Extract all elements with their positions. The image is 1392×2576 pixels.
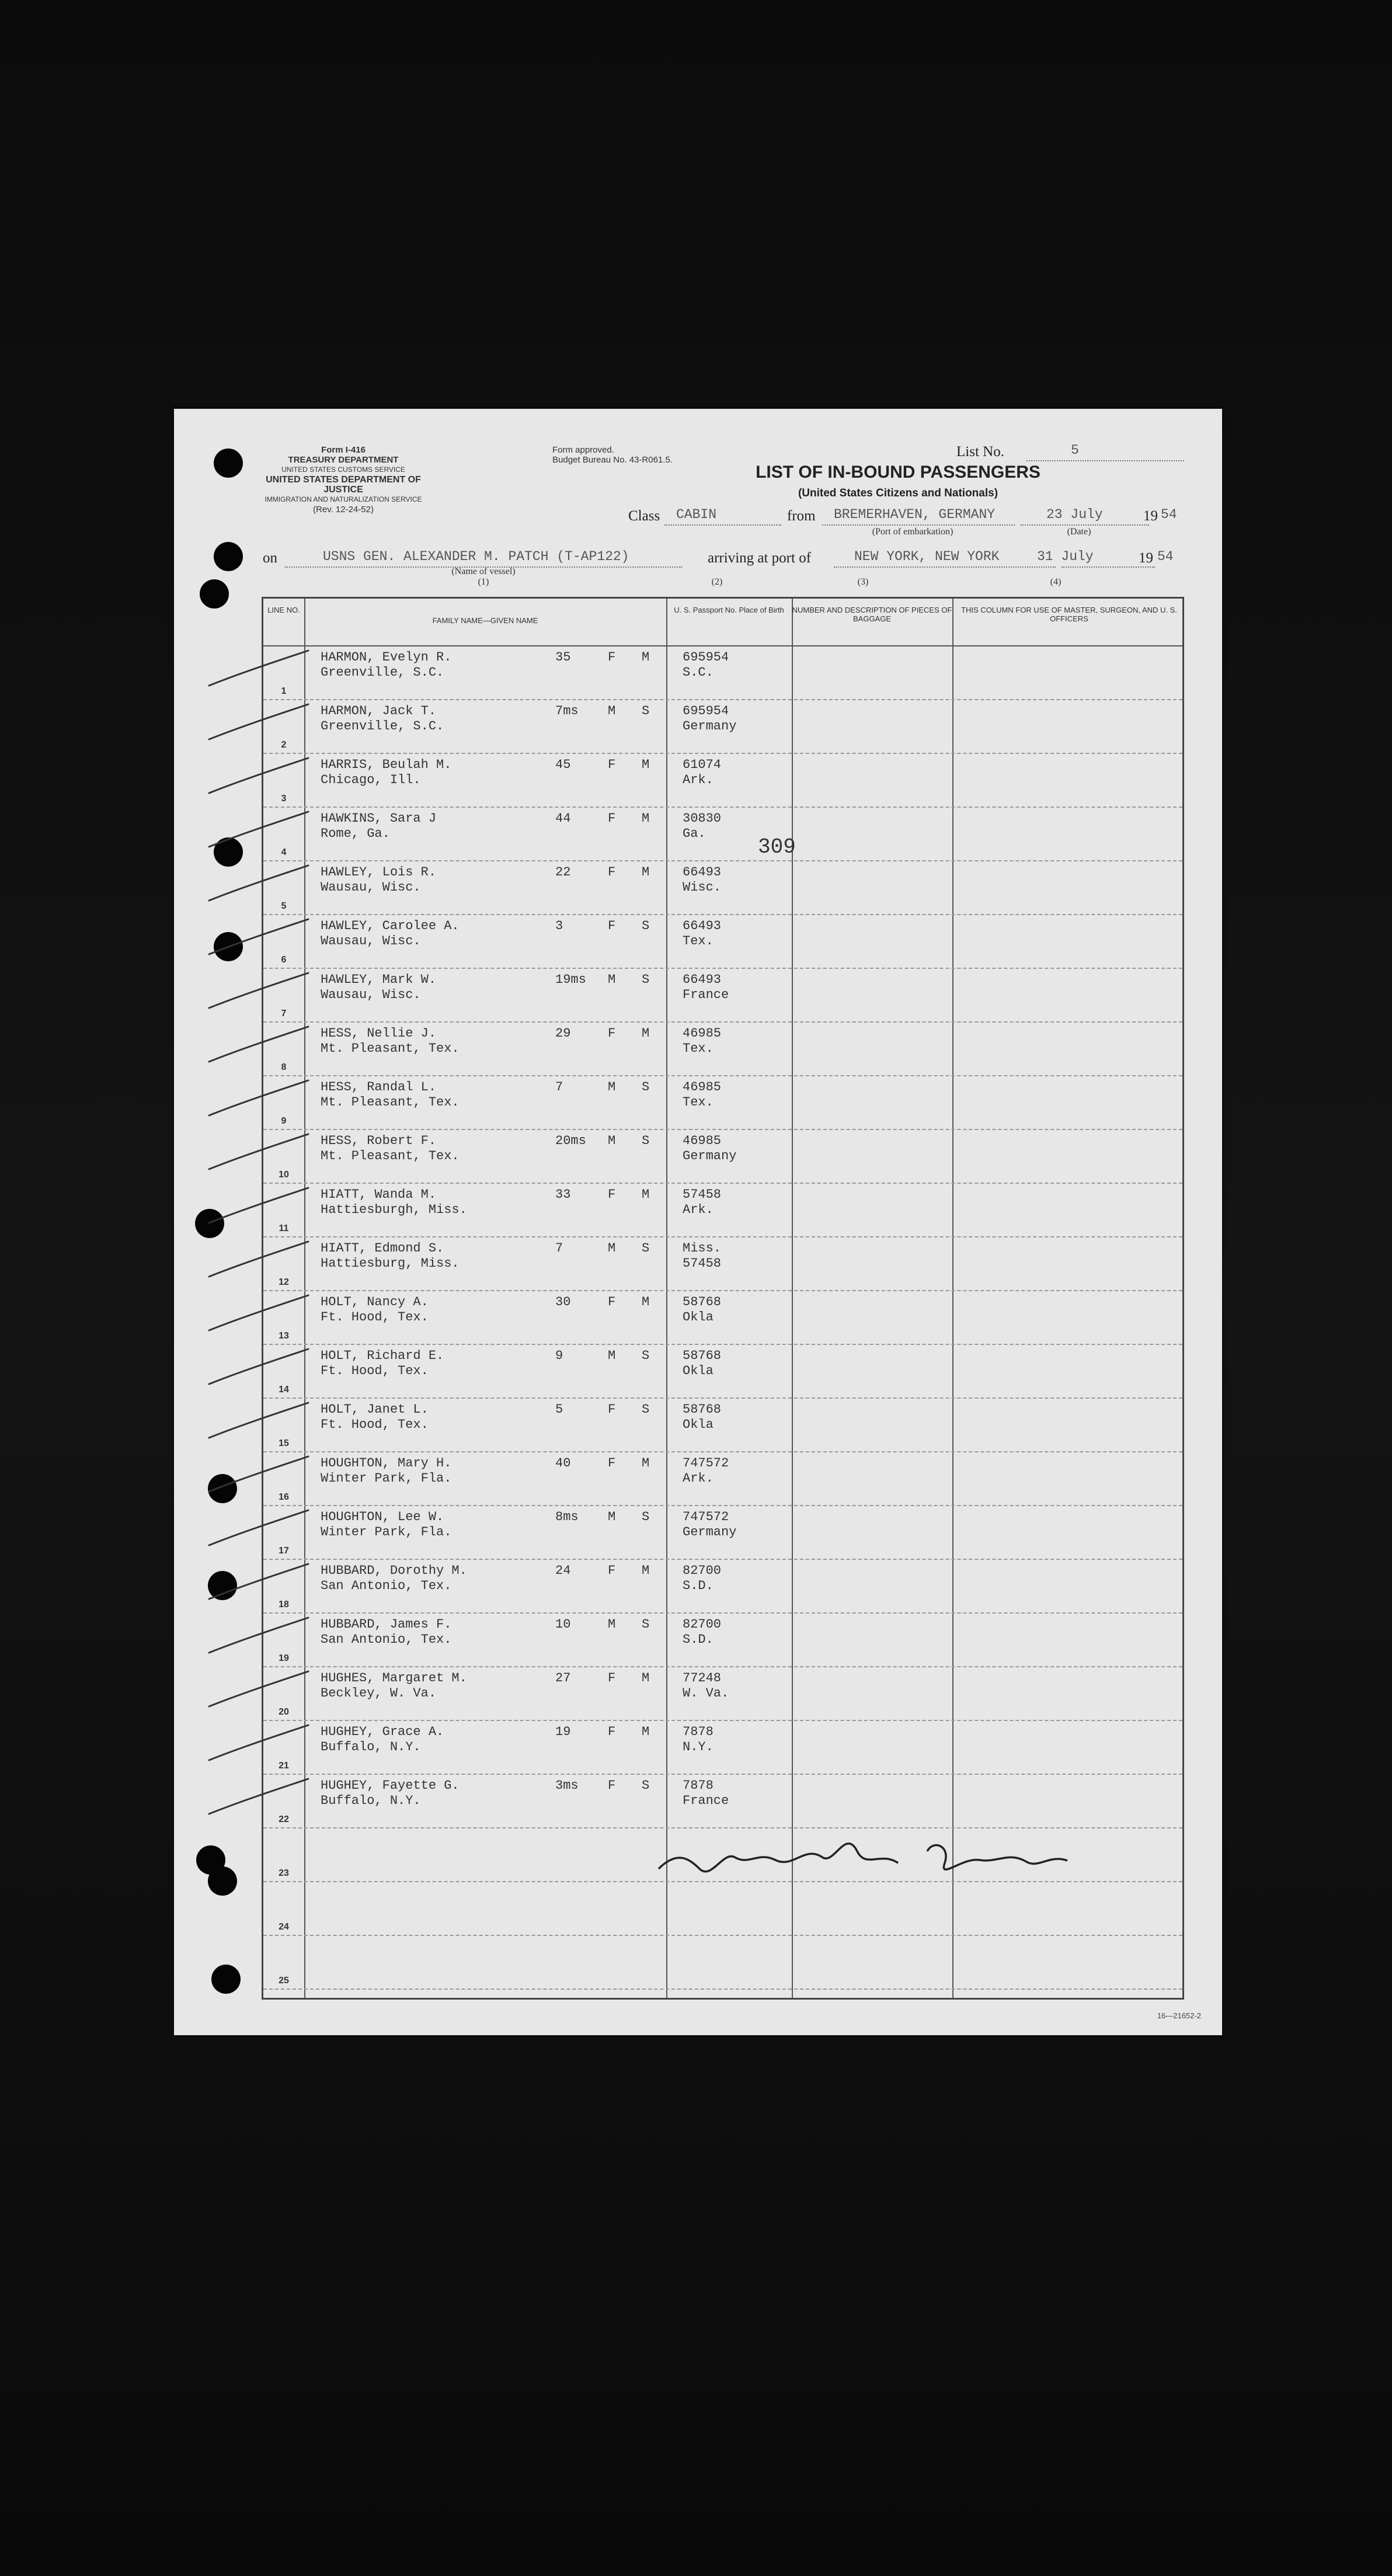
passenger-age: 5 [555, 1402, 563, 1417]
line-number: 3 [281, 794, 287, 804]
passenger-name: HARMON, Evelyn R. [321, 650, 452, 665]
arrival-year: 54 [1157, 549, 1174, 564]
passenger-sex: M [608, 1080, 616, 1094]
check-mark [209, 865, 308, 901]
line-number: 11 [279, 1223, 289, 1233]
passenger-sex: M [608, 1134, 616, 1148]
passenger-name: HOLT, Richard E. [321, 1348, 444, 1363]
place-of-birth: Tex. [683, 1095, 714, 1110]
passenger-age: 7 [555, 1080, 563, 1094]
passenger-name: HAWLEY, Lois R. [321, 865, 437, 879]
line-number: 23 [279, 1868, 289, 1878]
passport-number: 7878 [683, 1725, 714, 1739]
passenger-name: HIATT, Edmond S. [321, 1241, 444, 1256]
passenger-sex: M [608, 1510, 616, 1524]
passenger-name: HAWKINS, Sara J [321, 811, 437, 826]
passenger-manifest-page [174, 409, 1222, 2035]
passenger-name: HESS, Nellie J. [321, 1026, 437, 1041]
passenger-sex: M [608, 1241, 616, 1256]
passenger-sex: F [608, 1402, 616, 1417]
place-of-birth: Ga. [683, 826, 706, 841]
line-number: 6 [281, 955, 287, 965]
check-mark [209, 1671, 308, 1706]
passport-number: 61074 [683, 757, 722, 772]
check-mark [209, 1080, 308, 1115]
place-of-birth: 57458 [683, 1256, 722, 1271]
marital-status: S [642, 1241, 650, 1256]
form-number: Form I-416 [321, 445, 366, 455]
passport-number: 46985 [683, 1026, 722, 1041]
place-of-birth: S.D. [683, 1632, 714, 1647]
caption-2: (2) [711, 577, 723, 587]
line-number: 25 [279, 1976, 289, 1986]
passenger-sex: F [608, 1563, 616, 1578]
officer-stamp-number: 309 [758, 835, 796, 859]
passenger-residence: Wausau, Wisc. [321, 880, 421, 895]
passenger-age: 27 [555, 1671, 571, 1685]
line-number: 8 [281, 1062, 287, 1072]
page-title: LIST OF IN-BOUND PASSENGERS [756, 463, 1040, 482]
passport-number: 66493 [683, 972, 722, 987]
marital-status: M [642, 1295, 650, 1309]
place-of-birth: France [683, 988, 729, 1002]
check-mark [209, 1349, 308, 1384]
passenger-residence: Buffalo, N.Y. [321, 1740, 421, 1754]
place-of-birth: S.D. [683, 1579, 714, 1593]
passport-number: 77248 [683, 1671, 722, 1685]
passenger-residence: Chicago, Ill. [321, 773, 421, 787]
passport-number: 82700 [683, 1563, 722, 1578]
passenger-age: 7ms [555, 704, 579, 718]
passenger-name: HOUGHTON, Lee W. [321, 1510, 444, 1524]
check-mark [209, 973, 308, 1008]
passenger-residence: Mt. Pleasant, Tex. [321, 1095, 460, 1110]
passenger-age: 24 [555, 1563, 571, 1578]
passenger-name: HAWLEY, Mark W. [321, 972, 437, 987]
check-mark [209, 1564, 308, 1599]
passenger-sex: F [608, 1295, 616, 1309]
arriving-label: arriving at port of [708, 550, 812, 566]
passenger-age: 9 [555, 1348, 563, 1363]
marital-status: M [642, 650, 650, 665]
marital-status: S [642, 1080, 650, 1094]
passenger-age: 44 [555, 811, 571, 826]
passenger-age: 22 [555, 865, 571, 879]
marital-status: S [642, 1617, 650, 1632]
line-number: 4 [281, 847, 287, 857]
marital-status: M [642, 1671, 650, 1685]
passenger-residence: Wausau, Wisc. [321, 934, 421, 948]
marital-status: S [642, 704, 650, 718]
check-mark [209, 1618, 308, 1653]
passenger-sex: F [608, 1778, 616, 1793]
place-of-birth: Okla [683, 1364, 714, 1378]
passenger-name: HAWLEY, Carolee A. [321, 919, 460, 933]
passport-number: 58768 [683, 1348, 722, 1363]
place-of-birth: Wisc. [683, 880, 722, 895]
passenger-age: 10 [555, 1617, 571, 1632]
passport-number: 695954 [683, 650, 729, 665]
place-of-birth: Tex. [683, 934, 714, 948]
place-of-birth: W. Va. [683, 1686, 729, 1701]
passport-number: 7878 [683, 1778, 714, 1793]
vessel-caption: (Name of vessel) [451, 566, 516, 576]
check-mark [209, 704, 308, 739]
depart-date: 23 July [1046, 507, 1103, 522]
place-of-birth: Germany [683, 1525, 737, 1539]
check-mark [209, 758, 308, 793]
passport-number: 46985 [683, 1134, 722, 1148]
marital-status: M [642, 1456, 650, 1470]
customs-service: UNITED STATES CUSTOMS SERVICE [281, 465, 405, 474]
col-passport: U. S. Passport No. Place of Birth [674, 606, 784, 614]
passenger-age: 35 [555, 650, 571, 665]
passport-number: Miss. [683, 1241, 722, 1256]
passenger-age: 40 [555, 1456, 571, 1470]
footer-code: 16—21652-2 [1157, 2011, 1201, 2020]
passenger-sex: M [608, 704, 616, 718]
line-number: 7 [281, 1009, 287, 1018]
check-mark [209, 812, 308, 847]
passenger-sex: F [608, 865, 616, 879]
line-number: 20 [279, 1707, 289, 1717]
place-of-birth: Germany [683, 719, 737, 733]
marital-status: S [642, 1348, 650, 1363]
marital-status: M [642, 865, 650, 879]
place-of-birth: Ark. [683, 1202, 714, 1217]
line-number: 21 [279, 1761, 289, 1771]
passenger-name: HUBBARD, James F. [321, 1617, 452, 1632]
officer-signature [659, 1844, 1067, 1872]
list-no-value: 5 [1071, 443, 1079, 458]
marital-status: S [642, 972, 650, 987]
line-number: 15 [279, 1438, 289, 1448]
passenger-age: 7 [555, 1241, 563, 1256]
passenger-residence: Rome, Ga. [321, 826, 390, 841]
passport-number: 58768 [683, 1295, 722, 1309]
place-of-birth: Ark. [683, 773, 714, 787]
passport-number: 46985 [683, 1080, 722, 1094]
line-number: 17 [279, 1546, 289, 1556]
passenger-sex: F [608, 1026, 616, 1041]
passenger-age: 3 [555, 919, 563, 933]
passenger-residence: Ft. Hood, Tex. [321, 1364, 429, 1378]
passenger-age: 8ms [555, 1510, 579, 1524]
line-number: 18 [279, 1600, 289, 1609]
marital-status: S [642, 1402, 650, 1417]
passenger-residence: Greenville, S.C. [321, 665, 444, 680]
check-mark [209, 1134, 308, 1169]
caption-3: (3) [857, 577, 869, 587]
col-officers: THIS COLUMN FOR USE OF MASTER, SURGEON, AND U. S. OFFICERS [961, 606, 1177, 623]
check-mark [209, 1242, 308, 1277]
marital-status: M [642, 1026, 650, 1041]
check-mark [209, 919, 308, 954]
passenger-age: 20ms [555, 1134, 586, 1148]
passenger-age: 19ms [555, 972, 586, 987]
passenger-residence: San Antonio, Tex. [321, 1632, 452, 1647]
passenger-name: HUGHES, Margaret M. [321, 1671, 467, 1685]
passenger-residence: Hattiesburgh, Miss. [321, 1202, 467, 1217]
passenger-residence: Buffalo, N.Y. [321, 1793, 421, 1808]
line-number: 19 [279, 1653, 289, 1663]
revision-date: (Rev. 12-24-52) [313, 505, 374, 514]
place-of-birth: Okla [683, 1310, 714, 1324]
line-number: 5 [281, 901, 287, 911]
passenger-sex: M [608, 1617, 616, 1632]
list-no-label: List No. [956, 444, 1004, 460]
passenger-name: HARRIS, Beulah M. [321, 757, 452, 772]
place-of-birth: France [683, 1793, 729, 1808]
place-of-birth: Okla [683, 1417, 714, 1432]
line-number: 16 [279, 1492, 289, 1502]
passport-number: 66493 [683, 865, 722, 879]
line-number: 14 [279, 1385, 289, 1395]
passport-number: 30830 [683, 811, 722, 826]
passport-number: 58768 [683, 1402, 722, 1417]
check-mark [209, 1027, 308, 1062]
caption-1: (1) [478, 577, 489, 587]
passenger-age: 33 [555, 1187, 571, 1202]
passenger-sex: F [608, 757, 616, 772]
passenger-name: HIATT, Wanda M. [321, 1187, 437, 1202]
line-number: 10 [279, 1170, 289, 1180]
line-number: 12 [279, 1277, 289, 1287]
line-number: 24 [279, 1922, 289, 1932]
passenger-age: 29 [555, 1026, 571, 1041]
passenger-sex: F [608, 1456, 616, 1470]
budget-bureau: Budget Bureau No. 43-R061.5. [552, 455, 673, 465]
class-value: CABIN [676, 507, 717, 522]
marital-status: M [642, 811, 650, 826]
marital-status: S [642, 1510, 650, 1524]
passenger-name: HUGHEY, Fayette G. [321, 1778, 460, 1793]
passport-number: 747572 [683, 1510, 729, 1524]
passenger-sex: F [608, 1725, 616, 1739]
passenger-residence: Ft. Hood, Tex. [321, 1310, 429, 1324]
port-value: NEW YORK, NEW YORK [854, 549, 1000, 564]
passenger-name: HARMON, Jack T. [321, 704, 437, 718]
passenger-sex: F [608, 650, 616, 665]
check-mark [209, 1403, 308, 1438]
col-name: FAMILY NAME—GIVEN NAME [432, 616, 538, 625]
passenger-residence: Mt. Pleasant, Tex. [321, 1149, 460, 1163]
passenger-residence: San Antonio, Tex. [321, 1579, 452, 1593]
form-approved: Form approved. [552, 445, 614, 455]
caption-4: (4) [1050, 577, 1062, 587]
passenger-age: 19 [555, 1725, 571, 1739]
passenger-sex: F [608, 811, 616, 826]
passenger-residence: Winter Park, Fla. [321, 1471, 452, 1486]
embark-value: BREMERHAVEN, GERMANY [834, 507, 996, 522]
class-label: Class [628, 508, 660, 524]
passenger-name: HOLT, Nancy A. [321, 1295, 429, 1309]
arrival-year-prefix: 19 [1139, 550, 1153, 566]
place-of-birth: Germany [683, 1149, 737, 1163]
line-number: 13 [279, 1331, 289, 1341]
embark-caption: (Port of embarkation) [872, 527, 953, 537]
line-number: 9 [281, 1116, 287, 1126]
col-baggage: NUMBER AND DESCRIPTION OF PIECES OF BAGGAGE [792, 606, 952, 623]
passenger-name: HUBBARD, Dorothy M. [321, 1563, 467, 1578]
handwriting-layer [174, 409, 1222, 2035]
line-number: 2 [281, 740, 287, 750]
check-mark [209, 1295, 308, 1330]
line-number: 1 [281, 686, 287, 696]
passenger-residence: Winter Park, Fla. [321, 1525, 452, 1539]
check-mark [209, 651, 308, 686]
passenger-age: 3ms [555, 1778, 579, 1793]
marital-status: S [642, 1134, 650, 1148]
passenger-residence: Wausau, Wisc. [321, 988, 421, 1002]
passenger-residence: Hattiesburg, Miss. [321, 1256, 460, 1271]
passenger-sex: M [608, 972, 616, 987]
place-of-birth: S.C. [683, 665, 714, 680]
from-label: from [787, 508, 816, 524]
passport-number: 66493 [683, 919, 722, 933]
check-mark [209, 1188, 308, 1223]
place-of-birth: Ark. [683, 1471, 714, 1486]
passenger-name: HESS, Robert F. [321, 1134, 437, 1148]
passenger-age: 45 [555, 757, 571, 772]
col-line-no: LINE NO. [267, 606, 300, 614]
place-of-birth: N.Y. [683, 1740, 714, 1754]
page-subtitle: (United States Citizens and Nationals) [798, 487, 998, 499]
passport-number: 82700 [683, 1617, 722, 1632]
passport-number: 57458 [683, 1187, 722, 1202]
check-mark [209, 1456, 308, 1492]
on-label: on [263, 550, 277, 566]
marital-status: S [642, 1778, 650, 1793]
passenger-sex: F [608, 1671, 616, 1685]
marital-status: M [642, 1725, 650, 1739]
passenger-sex: F [608, 1187, 616, 1202]
passenger-residence: Mt. Pleasant, Tex. [321, 1041, 460, 1056]
treasury-dept: TREASURY DEPARTMENT [288, 455, 399, 465]
passenger-name: HOUGHTON, Mary H. [321, 1456, 452, 1470]
check-mark [209, 1510, 308, 1545]
depart-year: 54 [1161, 507, 1177, 522]
justice-dept: UNITED STATES DEPARTMENT OF JUSTICE [266, 475, 421, 495]
passenger-sex: F [608, 919, 616, 933]
passenger-residence: Greenville, S.C. [321, 719, 444, 733]
date-caption: (Date) [1067, 527, 1091, 537]
marital-status: S [642, 919, 650, 933]
arrival-date: 31 July [1037, 549, 1094, 564]
year-prefix: 19 [1143, 508, 1158, 524]
passenger-name: HESS, Randal L. [321, 1080, 437, 1094]
marital-status: M [642, 1187, 650, 1202]
check-mark [209, 1779, 308, 1814]
vessel-value: USNS GEN. ALEXANDER M. PATCH (T-AP122) [323, 549, 629, 564]
passenger-sex: M [608, 1348, 616, 1363]
check-mark [209, 1725, 308, 1760]
passenger-age: 30 [555, 1295, 571, 1309]
marital-status: M [642, 1563, 650, 1578]
ins-service: IMMIGRATION AND NATURALIZATION SERVICE [265, 495, 422, 503]
line-number: 22 [279, 1814, 289, 1824]
passenger-name: HUGHEY, Grace A. [321, 1725, 444, 1739]
passport-number: 747572 [683, 1456, 729, 1470]
place-of-birth: Tex. [683, 1041, 714, 1056]
marital-status: M [642, 757, 650, 772]
passenger-name: HOLT, Janet L. [321, 1402, 429, 1417]
passport-number: 695954 [683, 704, 729, 718]
passenger-residence: Beckley, W. Va. [321, 1686, 437, 1701]
passenger-residence: Ft. Hood, Tex. [321, 1417, 429, 1432]
